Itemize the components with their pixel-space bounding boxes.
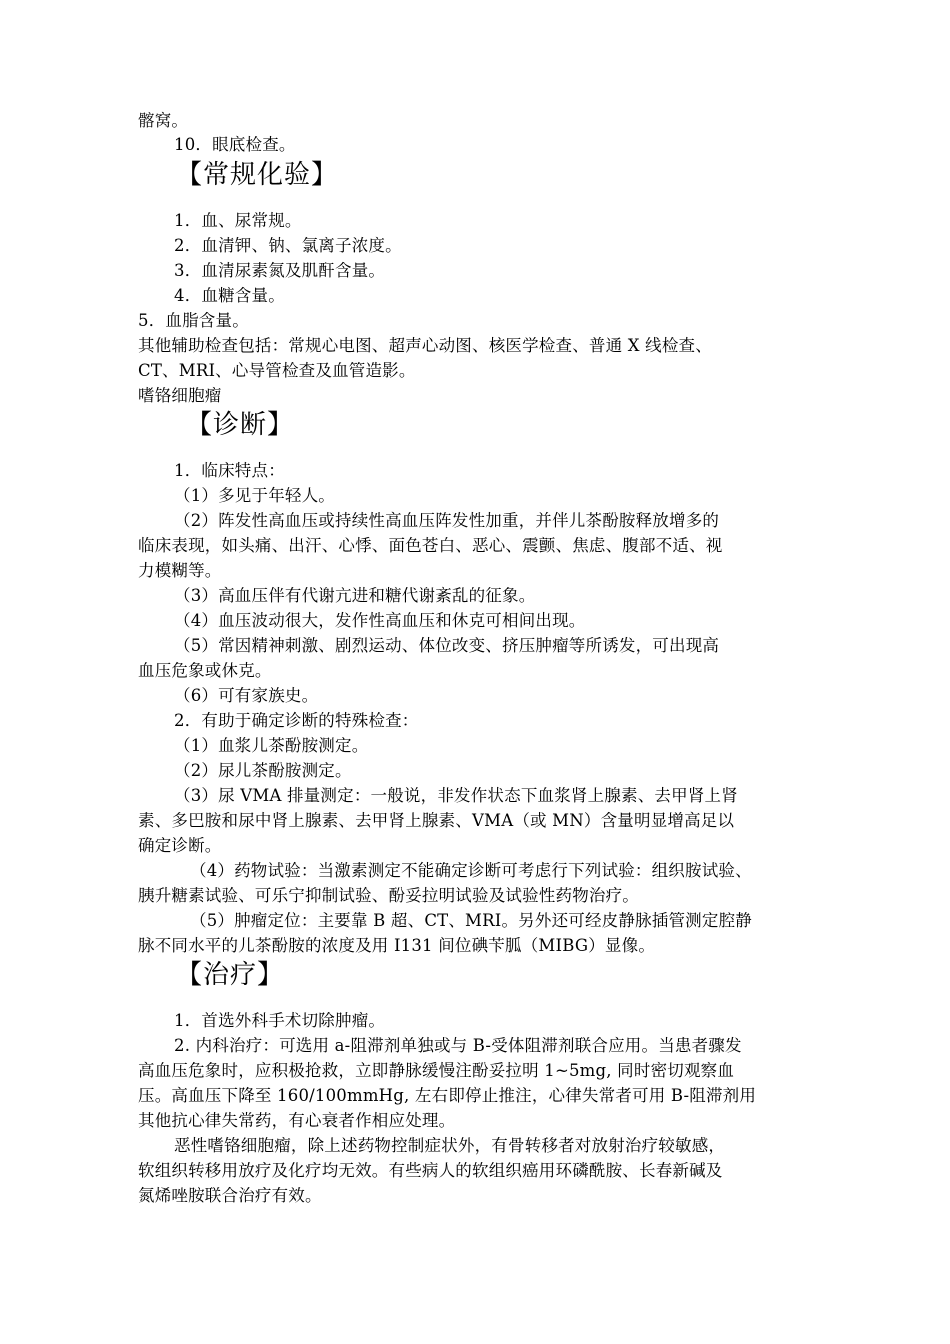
- text-line: 1．临床特点：: [174, 461, 285, 480]
- text-line: 软组织转移用放疗及化疗均无效。有些病人的软组织癌用环磷酰胺、长春新碱及: [138, 1161, 723, 1180]
- text-line: 2. 内科治疗：可选用 a-阻滞剂单独或与 B-受体阻滞剂联合应用。当患者骤发: [174, 1036, 742, 1055]
- text-line: 血压危象或休克。: [138, 661, 272, 680]
- text-line: 确定诊断。: [138, 836, 222, 855]
- list-item: 3．血清尿素氮及肌酐含量。: [174, 261, 386, 280]
- text-line: 10．眼底检查。: [174, 135, 296, 154]
- section-heading-diagnosis: 【诊断】: [186, 410, 295, 440]
- text-line: CT、MRI、心导管检查及血管造影。: [138, 361, 416, 380]
- text-line: 高血压危象时，应积极抢救，立即静脉缓慢注酚妥拉明 1~5mg, 同时密切观察血: [138, 1061, 735, 1080]
- text-line: 1．首选外科手术切除肿瘤。: [174, 1011, 386, 1030]
- text-line: （4）血压波动很大，发作性高血压和休克可相间出现。: [174, 611, 586, 630]
- text-line: （2）尿儿茶酚胺测定。: [174, 761, 352, 780]
- text-line: 胰升糖素试验、可乐宁抑制试验、酚妥拉明试验及试验性药物治疗。: [138, 886, 639, 905]
- text-line: 其他辅助检查包括：常规心电图、超声心动图、核医学检查、普通 X 线检查、: [138, 336, 712, 355]
- text-line: （3）尿 VMA 排量测定：一般说，非发作状态下血浆肾上腺素、去甲肾上肾: [174, 786, 738, 805]
- text-line: 2．有助于确定诊断的特殊检查：: [174, 711, 419, 730]
- list-item: 4．血糖含量。: [174, 286, 285, 305]
- text-line: 氮烯唑胺联合治疗有效。: [138, 1186, 322, 1205]
- text-line: 素、多巴胺和尿中肾上腺素、去甲肾上腺素、VMA（或 MN）含量明显增高足以: [138, 811, 735, 830]
- text-line: （5）肿瘤定位：主要靠 B 超、CT、MRI。另外还可经皮静脉插管测定腔静: [190, 911, 752, 930]
- section-heading-treatment: 【治疗】: [176, 960, 285, 990]
- disease-title: 嗜铬细胞瘤: [138, 386, 222, 405]
- text-line: 髂窝。: [138, 111, 189, 130]
- text-line: （2）阵发性高血压或持续性高血压阵发性加重，并伴儿茶酚胺释放增多的: [174, 511, 720, 530]
- text-line: 其他抗心律失常药，有心衰者作相应处理。: [138, 1111, 456, 1130]
- list-item: 1．血、尿常规。: [174, 211, 302, 230]
- text-line: 临床表现，如头痛、出汗、心悸、面色苍白、恶心、震颤、焦虑、腹部不适、视: [138, 536, 723, 555]
- text-line: 力模糊等。: [138, 561, 222, 580]
- text-line: （5）常因精神刺激、剧烈运动、体位改变、挤压肿瘤等所诱发，可出现高: [174, 636, 720, 655]
- text-line: （1）血浆儿茶酚胺测定。: [174, 736, 369, 755]
- list-item: 5．血脂含量。: [138, 311, 249, 330]
- text-line: 恶性嗜铬细胞瘤，除上述药物控制症状外，有骨转移者对放射治疗较敏感，: [174, 1136, 726, 1155]
- text-line: 压。高血压下降至 160/100mmHg, 左右即停止推注，心律失常者可用 B-阻滞剂用: [138, 1086, 757, 1105]
- text-line: （6）可有家族史。: [174, 686, 319, 705]
- text-line: （3）高血压伴有代谢亢进和糖代谢紊乱的征象。: [174, 586, 536, 605]
- text-line: （1）多见于年轻人。: [174, 486, 335, 505]
- text-line: 脉不同水平的儿茶酚胺的浓度及用 I131 间位碘苄胍（MIBG）显像。: [138, 936, 656, 955]
- list-item: 2．血清钾、钠、氯离子浓度。: [174, 236, 402, 255]
- section-heading-routine-tests: 【常规化验】: [176, 160, 339, 190]
- text-line: （4）药物试验：当激素测定不能确定诊断可考虑行下列试验：组织胺试验、: [190, 861, 752, 880]
